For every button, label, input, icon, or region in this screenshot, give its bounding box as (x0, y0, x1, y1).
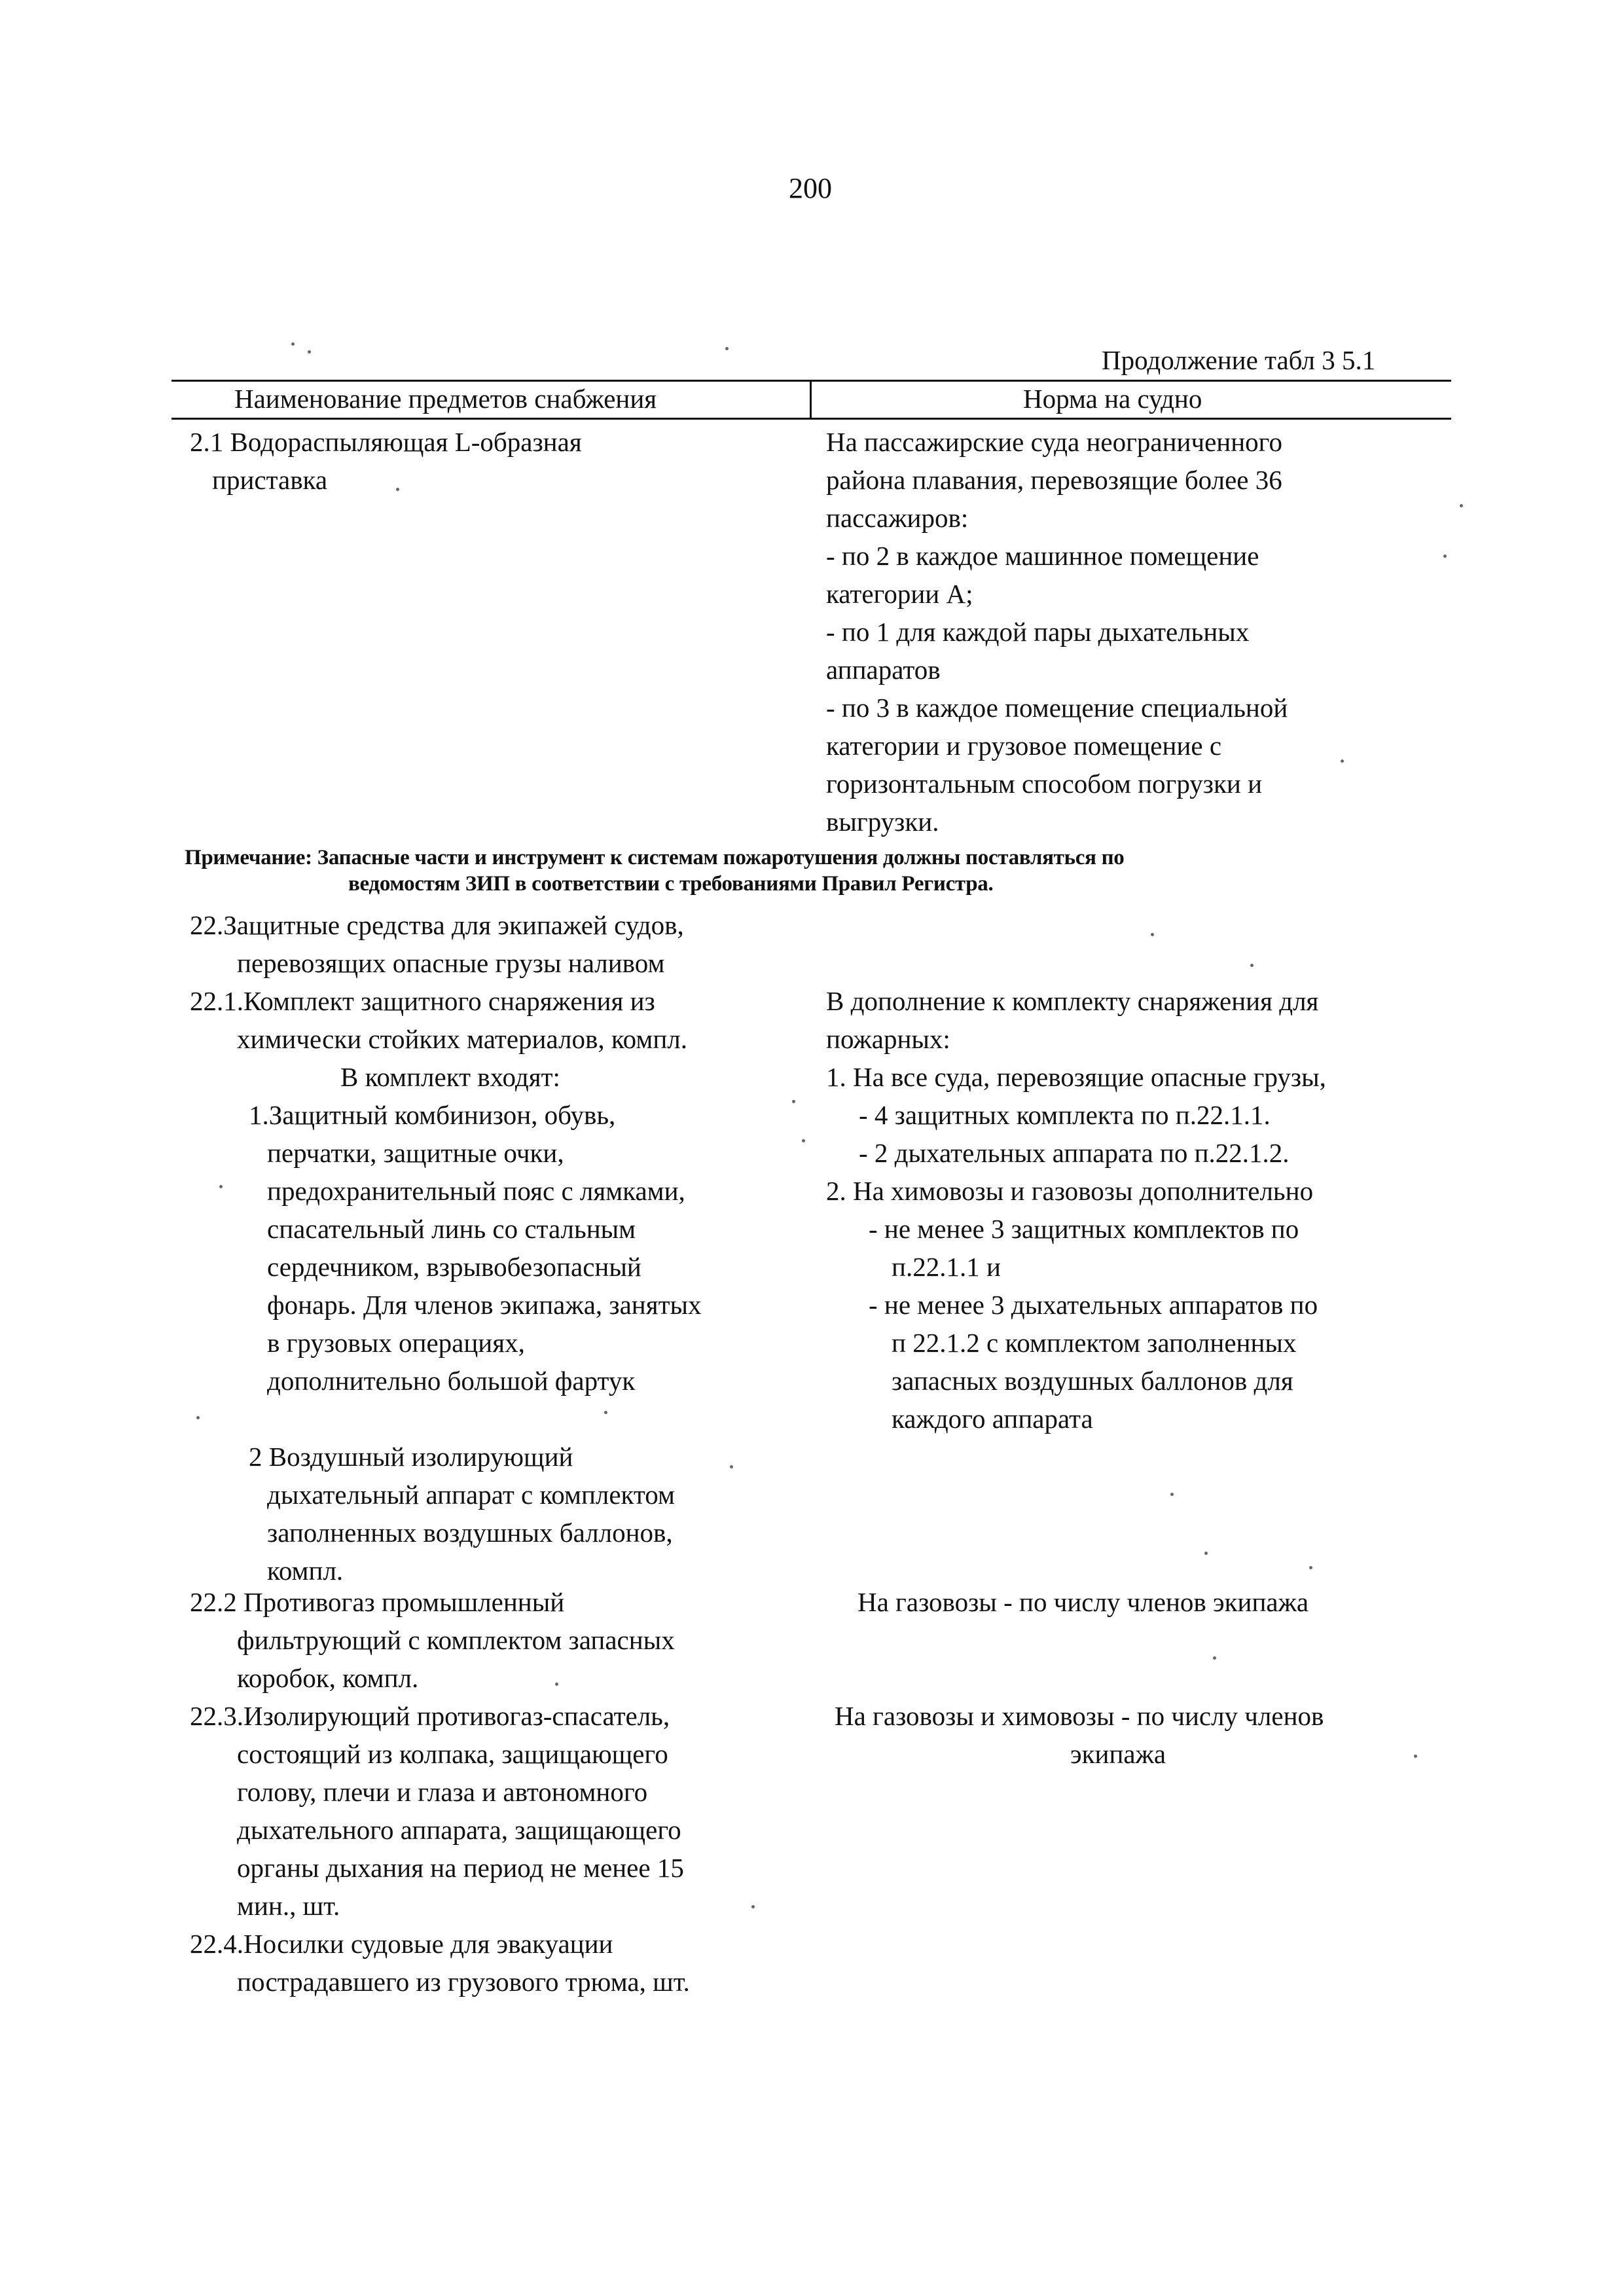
row-21-norm (826, 423, 1288, 841)
scan-speck (802, 1139, 805, 1142)
scan-speck (1151, 933, 1154, 936)
note-line: Примечание: Запасные части и инструмент к системам пожаротушения должны поставляться по (185, 846, 1125, 869)
norm-text-line: - не менее 3 защитных комплектов по (869, 1214, 1299, 1244)
note-line: ведомостям ЗИП в соответствии с требованиями Правил Регистра. (348, 872, 994, 896)
scan-speck (555, 1683, 558, 1686)
table-header-bottom-rule (171, 418, 1451, 420)
norm-text-line: п.22.1.1 и (892, 1252, 1001, 1282)
scan-speck (1443, 555, 1447, 558)
item-text-line: спасательный линь со стальным (267, 1214, 636, 1244)
item-text-line: компл. (267, 1556, 344, 1586)
scan-speck (1309, 1566, 1312, 1569)
scan-speck (1204, 1552, 1208, 1555)
norm-text-line: категории А; (826, 579, 973, 609)
scan-speck (1213, 1656, 1216, 1660)
item-text-line: 22.3.Изолирующий противогаз-спасатель, (190, 1701, 670, 1731)
column-header-items: Наименование предметов снабжения (234, 384, 657, 414)
scan-speck (291, 342, 295, 346)
item-text-line: заполненных воздушных баллонов, (267, 1518, 673, 1548)
scan-speck (1460, 504, 1463, 507)
item-text-line: 22.1.Комплект защитного снаряжения из (190, 986, 655, 1016)
table-continuation-label: Продолжение табл 3 5.1 (1102, 345, 1376, 375)
item-text-line: 22.2 Противогаз промышленный (190, 1587, 565, 1617)
table-note (185, 845, 1125, 897)
norm-text-line: горизонтальным способом погрузки и (826, 769, 1263, 799)
row-221-norm (826, 982, 1326, 1438)
norm-text-line: п 22.1.2 с комплектом заполненных (892, 1328, 1297, 1358)
norm-text-line: 1. На все суда, перевозящие опасные грузы, (826, 1062, 1326, 1092)
row-222-norm (857, 1583, 1308, 1621)
item-text-line: приставка (212, 465, 328, 495)
scan-speck (792, 1100, 795, 1103)
norm-text-line: 2. На химовозы и газовозы дополнительно (826, 1176, 1314, 1206)
row-223-item (190, 1697, 684, 1925)
scan-speck (1414, 1755, 1417, 1758)
item-text-line: 2 Воздушный изолирующий (249, 1442, 573, 1472)
row-21-item (190, 423, 582, 499)
norm-text-line: выгрузки. (826, 807, 939, 837)
row-22-item (190, 906, 684, 982)
norm-text-line: категории и грузовое помещение с (826, 731, 1222, 761)
item-text-line: органы дыхания на период не менее 15 (237, 1853, 684, 1883)
item-text-line: В комплект входят: (340, 1062, 560, 1092)
scan-speck (308, 350, 311, 354)
item-text-line: 2.1 Водораспыляющая L-образная (190, 427, 582, 457)
norm-text-line: - по 3 в каждое помещение специальной (826, 693, 1288, 723)
item-text-line: дыхательного аппарата, защищающего (237, 1815, 681, 1845)
norm-text-line: района плавания, перевозящие более 36 (826, 465, 1282, 495)
row-223-norm (835, 1697, 1324, 1773)
item-text-line: коробок, компл. (237, 1663, 419, 1693)
item-text-line: дополнительно большой фартук (267, 1366, 636, 1396)
item-text-line: пострадавшего из грузового трюма, шт. (237, 1967, 690, 1997)
norm-text-line: - по 2 в каждое машинное помещение (826, 541, 1259, 571)
norm-text-line: запасных воздушных баллонов для (892, 1366, 1293, 1396)
norm-text-line: экипажа (1070, 1739, 1166, 1769)
item-text-line: состоящий из колпака, защищающего (237, 1739, 668, 1769)
norm-text-line: аппаратов (826, 655, 941, 685)
norm-text-line: В дополнение к комплекту снаряжения для (826, 986, 1319, 1016)
norm-text-line: - по 1 для каждой пары дыхательных (826, 617, 1250, 647)
norm-text-line: пассажиров: (826, 503, 969, 533)
item-text-line: 22.Защитные средства для экипажей судов, (190, 910, 684, 940)
item-text-line: предохранительный пояс с лямками, (267, 1176, 685, 1206)
item-text-line: дыхательный аппарат с комплектом (267, 1480, 675, 1510)
item-text-line: сердечником, взрывобезопасный (267, 1252, 641, 1282)
row-224-item (190, 1925, 690, 2001)
scan-speck (1170, 1493, 1174, 1496)
norm-text-line: - 2 дыхательных аппарата по п.22.1.2. (859, 1138, 1290, 1168)
item-text-line: голову, плечи и глаза и автономного (237, 1777, 648, 1807)
item-text-line: 1.Защитный комбинизон, обувь, (249, 1100, 616, 1130)
scan-speck (730, 1465, 733, 1468)
item-text-line: 22.4.Носилки судовые для эвакуации (190, 1929, 613, 1959)
item-text-line: мин., шт. (237, 1891, 340, 1921)
page-number: 200 (789, 172, 832, 204)
norm-text-line: пожарных: (826, 1024, 950, 1054)
norm-text-line: каждого аппарата (892, 1404, 1093, 1434)
item-text-line: перевозящих опасные грузы наливом (237, 948, 665, 978)
row-222-item (190, 1583, 675, 1697)
scan-speck (725, 347, 729, 350)
scan-speck (1341, 759, 1344, 763)
item-text-line: фонарь. Для членов экипажа, занятых (267, 1290, 702, 1320)
table-column-divider (810, 380, 812, 419)
item-text-line: фильтрующий с комплектом запасных (237, 1625, 675, 1655)
scan-speck (219, 1185, 223, 1188)
norm-text-line: На пассажирские суда неограниченного (826, 427, 1282, 457)
norm-text-line: - 4 защитных комплекта по п.22.1.1. (859, 1100, 1271, 1130)
row-221-item (190, 982, 702, 1590)
scan-speck (196, 1416, 200, 1419)
item-text-line: химически стойких материалов, компл. (237, 1024, 687, 1054)
norm-text-line: На газовозы и химовозы - по числу членов (835, 1701, 1324, 1731)
item-text-line: в грузовых операциях, (267, 1328, 525, 1358)
column-header-norm: Норма на судно (1023, 384, 1202, 414)
scan-speck (396, 488, 399, 491)
scan-speck (1250, 964, 1254, 967)
scan-speck (751, 1905, 755, 1908)
norm-text-line: На газовозы - по числу членов экипажа (857, 1587, 1309, 1617)
norm-text-line: - не менее 3 дыхательных аппаратов по (869, 1290, 1318, 1320)
scan-speck (604, 1411, 607, 1414)
item-text-line: перчатки, защитные очки, (267, 1138, 564, 1168)
